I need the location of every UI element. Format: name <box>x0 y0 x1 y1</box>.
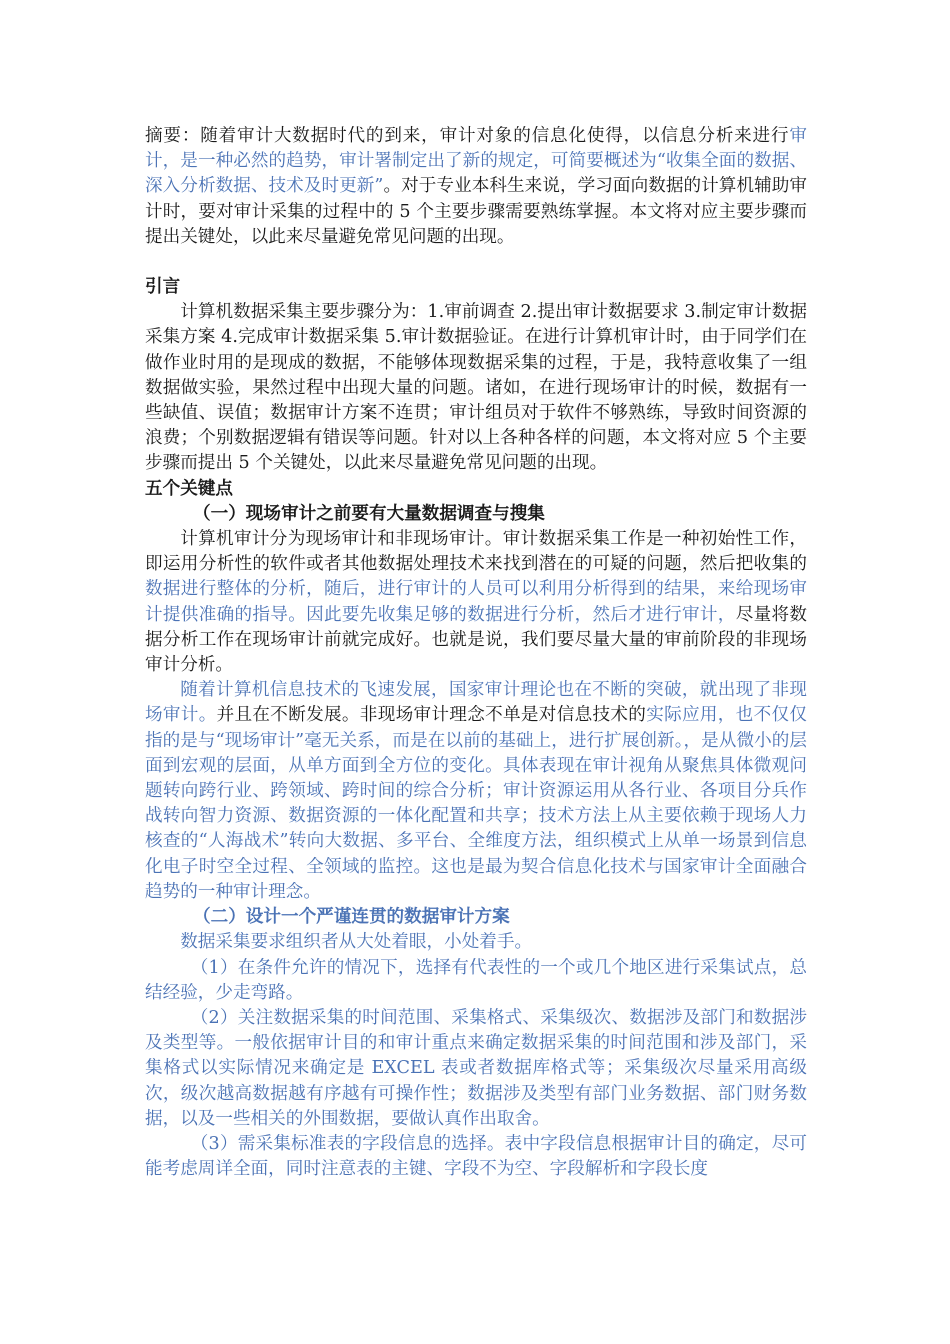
section2-item-1: （1）在条件允许的情况下，选择有代表性的一个或几个地区进行采集试点，总结经验，少走弯路。 <box>145 957 807 1003</box>
section1-p2-text-1: 随着计算机信息技术的飞速发展，国家审计理论也在不断的突破，就出现了非现场审计。 <box>145 680 807 726</box>
intro-paragraph: 计算机数据采集主要步骤分为：1.审前调查 2.提出审计数据要求 3.制定审计数据采集方案 4.完成审计数据采集 5.审计数据验证。在进行计算机审计时，由于同学们在做作业时用的是现成的数据，不能够体现数据采集的过程，于是，我特意收集了一组数据做实验，果然过程中出现大量的问题。诸如，在进行现场审计的时候，数据有一些缺值、误值；数据审计方案不连贯；审计组员对于软件不够熟练，导致时间资源的浪费；个别数据逻辑有错误等问题。针对以上各种各样的问题，本文将对应 5 个主要步骤而提出 5 个关键处，以此来尽量避免常见问题的出现。 <box>145 302 807 474</box>
abstract-paragraph <box>145 124 807 250</box>
section1-paragraph-1 <box>145 527 807 678</box>
abstract-text-2: 审计，是一种必然的趋势，审计署制定出了新的规定，可简要概述为“收集全面的数据、深入分析数据、技术及时更新” <box>145 126 807 197</box>
section1-p1-text-3: 尽量将数据分析工作在现场审计前就完成好。也就是说，我们要尽量大量的审前阶段的非现场审计分析。 <box>145 604 807 676</box>
section1-p1-text-1: 计算机审计分为现场审计和非现场审计。审计数据采集工作是一种初始性工作，即运用分析性的软件或者其他数据处理技术来找到潜在的可疑的问题，然后把收集的 <box>145 529 807 575</box>
section1-title: （一）现场审计之前要有大量数据调查与搜集 <box>193 503 545 524</box>
section2-intro: 数据采集要求组织者从大处着眼，小处着手。 <box>180 932 533 953</box>
abstract-text-3: 。对于专业本科生来说，学习面向数据的计算机辅助审计时，要对审计采集的过程中的 5 个主要步骤需要熟练掌握。本文将对应主要步骤而提出关键处，以此来尽量避免常见问题的出现。 <box>145 176 807 247</box>
section1-p2-text-2: 并且在不断发展。非现场审计理念不单是对信息技术的 <box>216 705 647 726</box>
spacer <box>145 250 807 275</box>
section1-p1-text-2: 数据进行整体的分析，随后，进行审计的人员可以利用分析得到的结果，来给现场审计提供准确的指导。因此要先收集足够的数据进行分析，然后才进行审计， <box>145 579 807 625</box>
section1-paragraph-2 <box>145 678 807 905</box>
section2-title: （二）设计一个严谨连贯的数据审计方案 <box>193 907 510 928</box>
document-page <box>145 124 807 1182</box>
section2-item-3: （3）需采集标准表的字段信息的选择。表中字段信息根据审计目的确定，尽可能考虑周详全面，同时注意表的主键、字段不为空、字段解析和字段长度 <box>145 1133 807 1180</box>
intro-heading: 引言 <box>145 277 181 298</box>
section2-item-2: （2）关注数据采集的时间范围、采集格式、采集级次、数据涉及部门和数据涉及类型等。一般依据审计目的和审计重点来确定数据采集的时间范围和涉及部门，采集格式以实际情况来确定是 EXCEL 表或者数据库格式等；采集级次尽量采用高级次，级次越高数据越有序越有可操作性；数据涉及类型有部门业务数据、部门财务数据，以及一些相关的外围数据，要做认真作出取舍。 <box>145 1007 807 1129</box>
section1-p2-text-3: 实际应用，也不仅仅指的是与“现场审计”毫无关系，而是在以前的基础上，进行扩展创新。，是从微小的层面到宏观的层面，从单方面到全方位的变化。具体表现在审计视角从聚焦具体微观问题转向跨行业、跨领域、跨时间的综合分析；审计资源运用从各行业、各项目分兵作战转向智力资源、数据资源的一体化配置和共享；技术方法上从主要依赖于现场人力核查的“人海战术”转向大数据、多平台、全维度方法，组织模式上从单一场景到信息化电子时空全过程、全领域的监控。这也是最为契合信息化技术与国家审计全面融合趋势的一种审计理念。 <box>145 705 807 902</box>
abstract-text-1: 摘要：随着审计大数据时代的到来，审计对象的信息化使得，以信息分析来进行 <box>145 126 790 146</box>
keypoints-heading: 五个关键点 <box>145 478 233 499</box>
